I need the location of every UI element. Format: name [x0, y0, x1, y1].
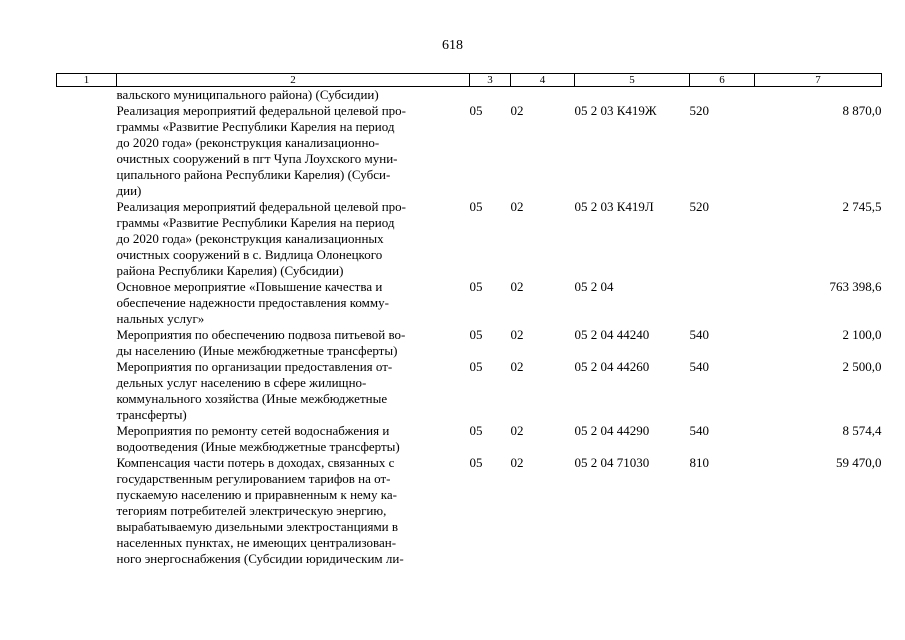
table-row — [57, 359, 882, 423]
item-name-cell — [117, 423, 470, 455]
table-row — [57, 103, 882, 199]
table-row — [57, 87, 882, 104]
table-row — [57, 199, 882, 279]
target-article-cell: 05 2 03 К419Л — [574, 199, 654, 214]
table-header — [57, 74, 882, 87]
item-name-line: обеспечение надежности предоставления комму- — [116, 295, 389, 310]
table-row — [57, 423, 882, 455]
column-header-6: 6 — [690, 74, 755, 87]
target-article-cell — [575, 87, 690, 104]
amount-cell: 59 470,0 — [836, 455, 882, 470]
item-name-line: вырабатываемую дизельными электростанциями в — [116, 519, 399, 534]
target-article-cell: 05 2 03 К419Ж — [574, 103, 657, 118]
expense-type-cell: 540 — [689, 359, 709, 374]
item-name-line: граммы «Развитие Республики Карелия на период — [116, 119, 395, 134]
expense-type-cell: 810 — [689, 455, 709, 470]
amount-cell: 2 500,0 — [842, 359, 882, 374]
expense-type-cell: 520 — [689, 199, 709, 214]
table-row — [57, 279, 882, 327]
column-header-3: 3 — [470, 74, 511, 87]
item-name-line: пускаемую населению и приравненным к нему ка- — [116, 487, 398, 502]
amount-cell: 2 100,0 — [842, 327, 882, 342]
row-number-cell — [57, 87, 117, 104]
item-name-line: коммунального хозяйства (Иные межбюджетные — [116, 391, 388, 406]
section-cell: 05 — [469, 359, 483, 374]
column-header-5: 5 — [575, 74, 690, 87]
item-name-line: Компенсация части потерь в доходах, связанных с — [116, 455, 395, 470]
item-name-line: трансферты) — [116, 407, 187, 422]
item-name-cell — [117, 455, 470, 567]
item-name-cell — [117, 279, 470, 327]
amount-cell: 763 398,6 — [829, 279, 882, 294]
item-name-line: очистных сооружений в с. Видлица Олонецкого — [116, 247, 383, 262]
expense-type-cell: 520 — [689, 103, 709, 118]
row-number-cell — [57, 199, 117, 279]
item-name-line: Основное мероприятие «Повышение качества и — [116, 279, 383, 294]
item-name-line: ципального района Республики Карелия) (Субси- — [116, 167, 391, 182]
section-cell — [470, 87, 511, 104]
item-name-line: Мероприятия по организации предоставления от- — [116, 359, 393, 374]
section-cell: 05 — [469, 199, 483, 214]
item-name-line: Мероприятия по обеспечению подвоза питьевой во- — [116, 327, 406, 342]
row-number-cell — [57, 327, 117, 359]
expense-type-cell: 540 — [689, 423, 709, 438]
item-name-line: Реализация мероприятий федеральной целевой про- — [116, 103, 406, 118]
target-article-cell: 05 2 04 44290 — [574, 423, 650, 438]
row-number-cell — [57, 279, 117, 327]
expense-type-cell: 540 — [689, 327, 709, 342]
column-header-2: 2 — [117, 74, 470, 87]
item-name-line: тегориям потребителей электрическую энергию, — [116, 503, 387, 518]
subsection-cell: 02 — [510, 423, 524, 438]
subsection-cell: 02 — [510, 359, 524, 374]
item-name-cell — [117, 359, 470, 423]
item-name-line: водоотведения (Иные межбюджетные трансферты) — [116, 439, 400, 454]
item-name-line: дии) — [116, 183, 142, 198]
column-header-1: 1 — [57, 74, 117, 87]
table-row — [57, 327, 882, 359]
item-name-cell — [117, 327, 470, 359]
table-row — [57, 455, 882, 567]
section-cell: 05 — [469, 423, 483, 438]
section-cell: 05 — [469, 103, 483, 118]
subsection-cell — [511, 87, 575, 104]
amount-cell: 8 574,4 — [842, 423, 882, 438]
item-name-line: Мероприятия по ремонту сетей водоснабжения и — [116, 423, 390, 438]
item-name-line: вальского муниципального района) (Субсидии) — [116, 87, 379, 102]
target-article-cell: 05 2 04 44260 — [574, 359, 650, 374]
row-number-cell — [57, 423, 117, 455]
row-number-cell — [57, 103, 117, 199]
target-article-cell: 05 2 04 71030 — [574, 455, 650, 470]
row-number-cell — [57, 359, 117, 423]
expense-type-cell — [690, 87, 755, 104]
item-name-line: нальных услуг» — [116, 311, 205, 326]
table-body — [57, 87, 882, 568]
item-name-line: очистных сооружений в пгт Чупа Лоухского муни- — [116, 151, 398, 166]
item-name-line: дельных услуг населению в сфере жилищно- — [116, 375, 367, 390]
item-name-line: населенных пунктах, не имеющих централизован- — [116, 535, 397, 550]
page-number: 618 — [442, 38, 463, 53]
subsection-cell: 02 — [510, 199, 524, 214]
item-name-line: граммы «Развитие Республики Карелия на период — [116, 215, 395, 230]
subsection-cell: 02 — [510, 327, 524, 342]
section-cell: 05 — [469, 455, 483, 470]
budget-table — [56, 73, 882, 567]
item-name-line: района Республики Карелия) (Субсидии) — [116, 263, 344, 278]
item-name-line: до 2020 года» (реконструкция канализационных — [116, 231, 384, 246]
item-name-cell — [117, 87, 470, 104]
item-name-line: государственным регулированием тарифов на от- — [116, 471, 391, 486]
target-article-cell: 05 2 04 44240 — [574, 327, 650, 342]
column-number-row — [57, 74, 882, 87]
subsection-cell: 02 — [510, 455, 524, 470]
item-name-cell — [117, 103, 470, 199]
section-cell: 05 — [469, 279, 483, 294]
item-name-cell — [117, 199, 470, 279]
column-header-4: 4 — [511, 74, 575, 87]
subsection-cell: 02 — [510, 103, 524, 118]
target-article-cell: 05 2 04 — [574, 279, 614, 294]
item-name-line: ного энергоснабжения (Субсидии юридическим ли- — [116, 551, 404, 566]
item-name-line: ды населению (Иные межбюджетные трансферты) — [116, 343, 398, 358]
item-name-line: до 2020 года» (реконструкция канализационно- — [116, 135, 380, 150]
amount-cell — [755, 87, 882, 104]
amount-cell: 2 745,5 — [842, 199, 882, 214]
section-cell: 05 — [469, 327, 483, 342]
subsection-cell: 02 — [510, 279, 524, 294]
amount-cell: 8 870,0 — [842, 103, 882, 118]
row-number-cell — [57, 455, 117, 567]
column-header-7: 7 — [755, 74, 882, 87]
item-name-line: Реализация мероприятий федеральной целевой про- — [116, 199, 406, 214]
expense-type-cell — [690, 279, 755, 327]
